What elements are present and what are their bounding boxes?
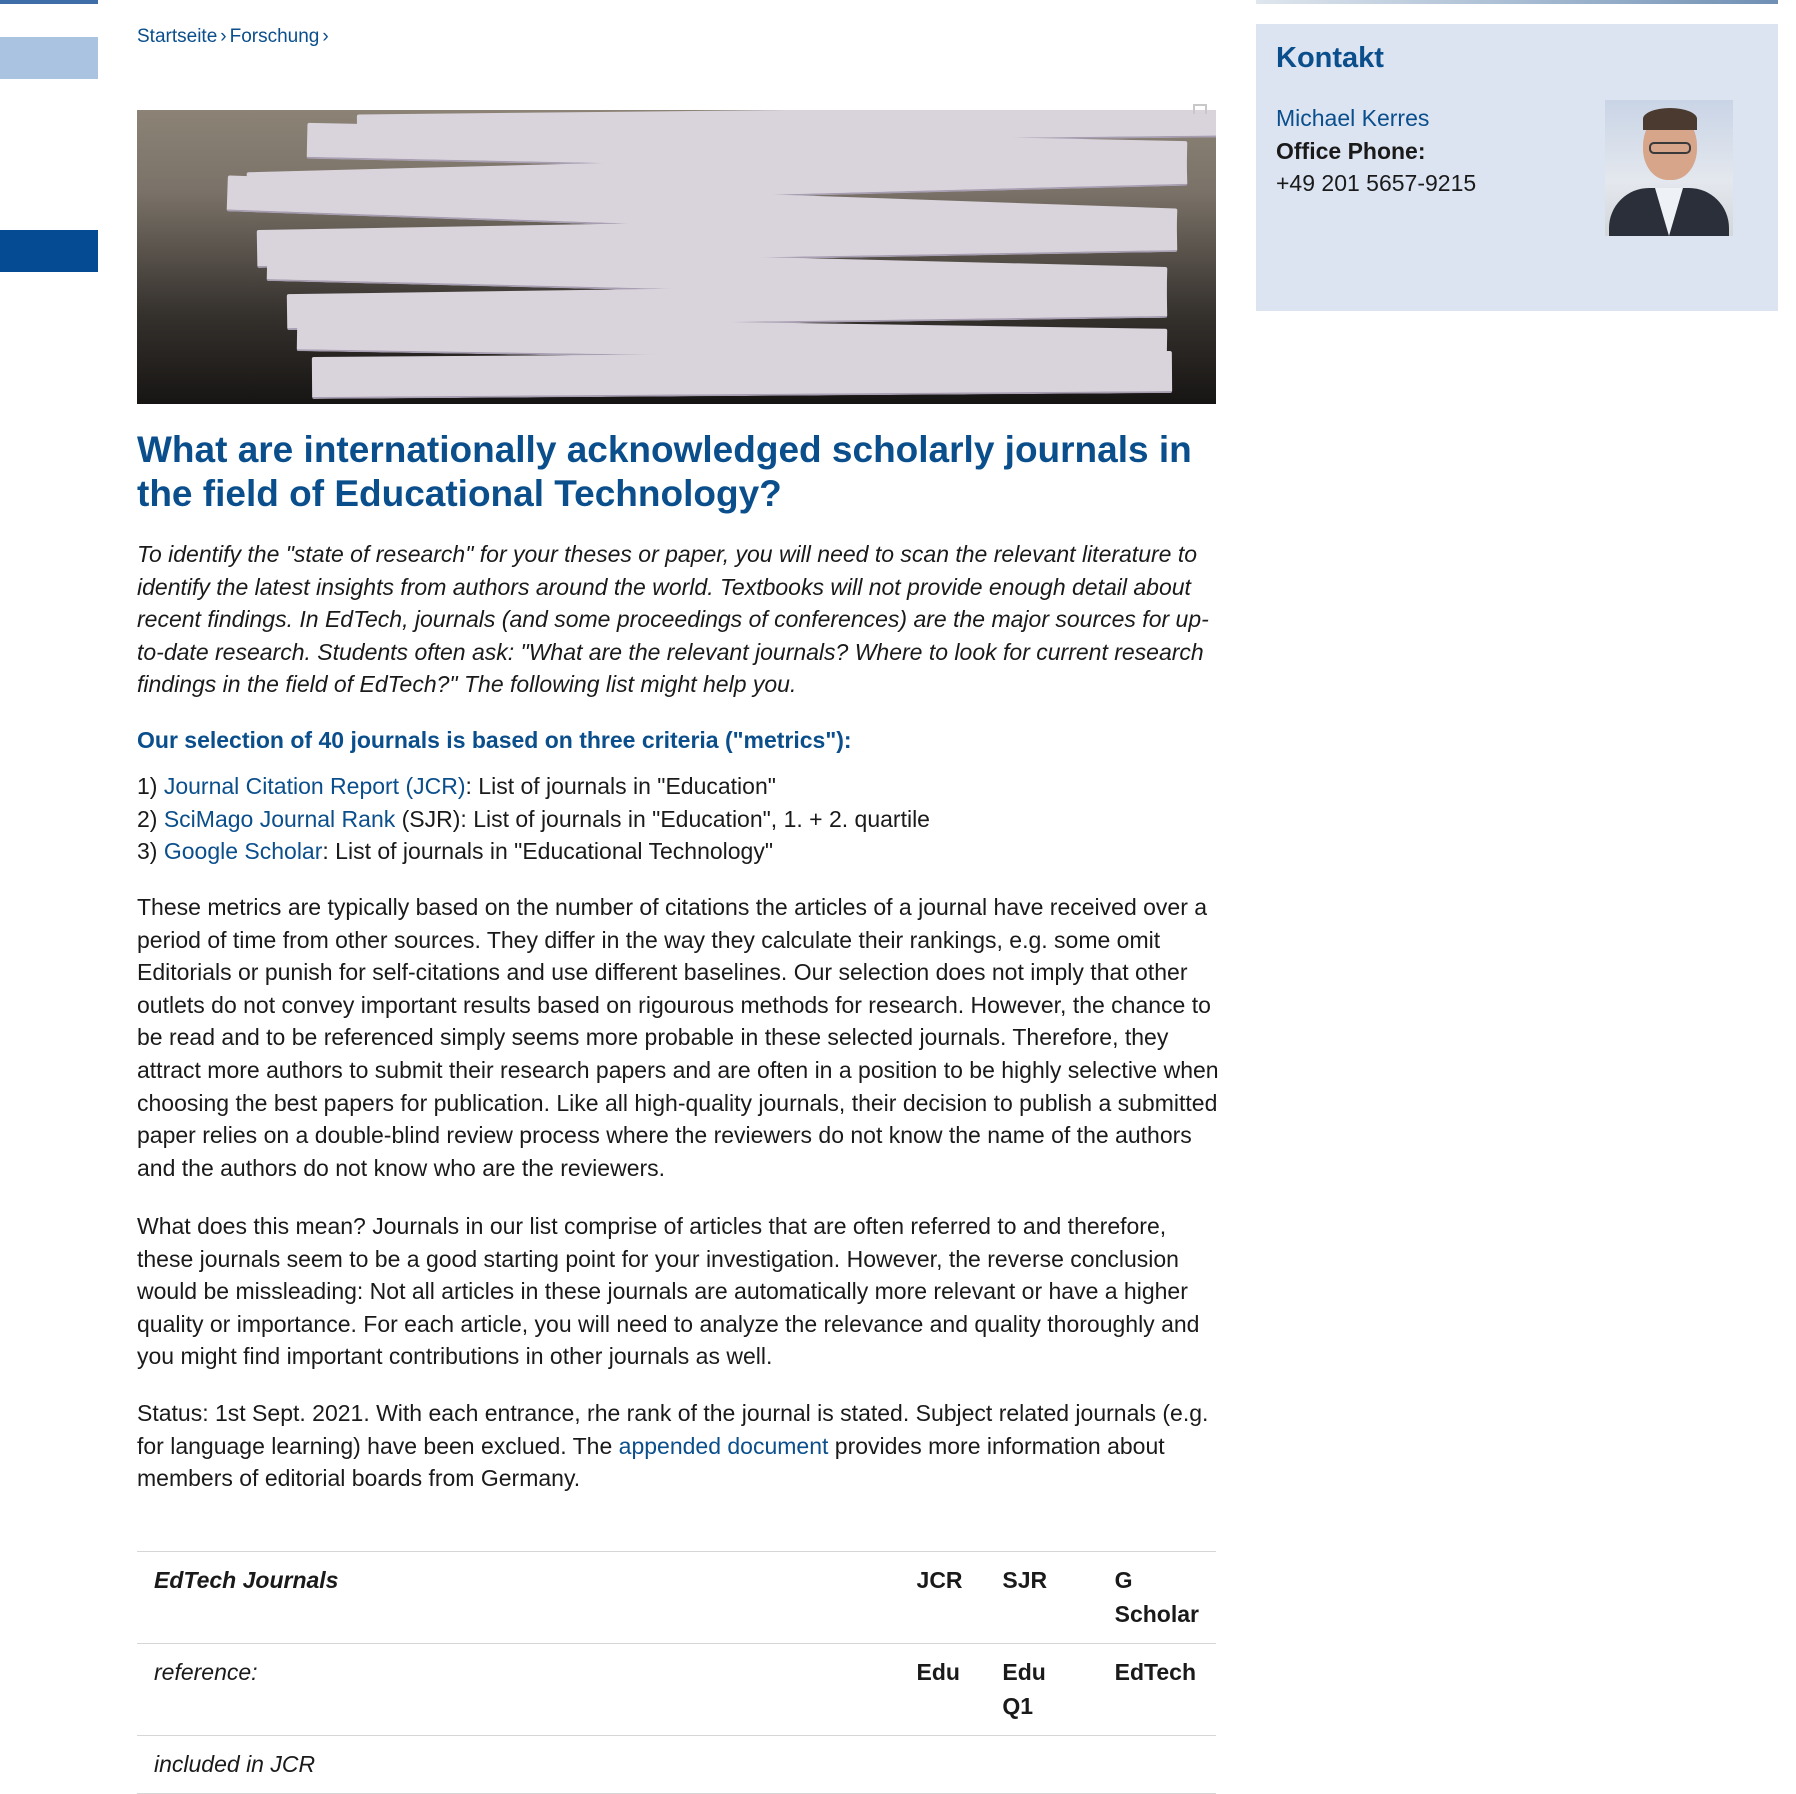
table-header-row bbox=[137, 1552, 1216, 1644]
nav-item[interactable] bbox=[0, 37, 98, 79]
criteria-item-sjr: 2) SciMago Journal Rank (SJR): List of journals in "Education", 1. + 2. quartile bbox=[137, 805, 930, 832]
jcr-link[interactable]: Journal Citation Report (JCR) bbox=[163, 773, 466, 799]
nav-top-marker bbox=[0, 0, 98, 4]
table-header-jcr: JCR bbox=[900, 1552, 986, 1644]
google-scholar-link[interactable]: Google Scholar bbox=[163, 838, 323, 865]
section-included-in-jcr: included in JCR bbox=[137, 1736, 1216, 1794]
contact-title: Kontakt bbox=[1276, 42, 1384, 74]
table-header-journals: EdTech Journals bbox=[137, 1552, 900, 1644]
contact-portrait-photo bbox=[1605, 100, 1733, 236]
table-row bbox=[137, 1736, 1216, 1794]
office-phone-label: Office Phone: bbox=[1276, 137, 1426, 164]
sidebar-top-line bbox=[1256, 0, 1778, 4]
table-header-sjr: SJR bbox=[985, 1552, 1097, 1644]
intro-paragraph: To identify the "state of research" for your theses or paper, you will need to scan the relevant literature to identify the latest insights from authors around the world. Textbooks will not provide enough detail about recent findings. In EdTech, journals (and some proceedings of conferences) are the major sources for up-to-date research. Students often ask: "What are the relevant journals? Where to look for current research findings in the field of EdTech?" The following list might help you. bbox=[137, 541, 1209, 698]
breadcrumb-research-link[interactable]: Forschung bbox=[229, 26, 320, 47]
reference-gscholar: EdTech bbox=[1098, 1644, 1216, 1736]
criteria-item-gscholar: 3) Google Scholar: List of journals in "Educational Technology" bbox=[137, 838, 774, 865]
hero-image-paper-stack bbox=[137, 110, 1216, 404]
criteria-heading: Our selection of 40 journals is based on three criteria ("metrics"): bbox=[137, 727, 852, 753]
contact-info bbox=[1276, 102, 1476, 200]
breadcrumb-home-link[interactable]: Startseite bbox=[137, 26, 218, 47]
image-frame-icon bbox=[1193, 104, 1207, 114]
contact-name-link[interactable]: Michael Kerres bbox=[1276, 105, 1430, 131]
nav-item-active[interactable] bbox=[0, 230, 98, 272]
criteria-list bbox=[137, 770, 930, 868]
contact-box bbox=[1256, 24, 1778, 311]
appended-document-link[interactable]: appended document bbox=[618, 1432, 829, 1459]
page-title: What are internationally acknowledged scholarly journals in the field of Educational Technology? bbox=[137, 429, 1192, 514]
office-phone-number: +49 201 5657-9215 bbox=[1276, 170, 1477, 197]
breadcrumb-separator: › bbox=[322, 26, 329, 47]
criteria-item-jcr: 1) Journal Citation Report (JCR): List of journals in "Education" bbox=[137, 773, 776, 799]
journals-table bbox=[137, 1551, 1216, 1794]
metrics-paragraph: These metrics are typically based on the number of citations the articles of a journal have received over a period of time from other sources. They differ in the way they calculate their rankings, e.g. some omit Editorials or punish for self-citations and use different baselines. Our selection does not imply that other outlets do not convey important results based on rigourous methods for research. However, the chance to be read and to be referenced simply seems more probable in these selected journals. Therefore, they attract more authors to submit their research papers and are often in a position to be highly selective when choosing the best papers for publication. Like all high-quality journals, their decision to publish a submitted paper relies on a double-blind review process where the reviewers do not know the name of the authors and the authors do not know who are the reviewers. bbox=[137, 894, 1219, 1181]
reference-sjr: Edu Q1 bbox=[985, 1644, 1097, 1736]
reference-jcr: Edu bbox=[900, 1644, 986, 1736]
status-paragraph: Status: 1st Sept. 2021. With each entrance, rhe rank of the journal is stated. Subject related journals (e.g. for language learning) have been exclued. The appended document provides more information about members of editorial boards from Germany. bbox=[137, 1400, 1209, 1492]
breadcrumb bbox=[137, 26, 332, 48]
meaning-paragraph: What does this mean? Journals in our list comprise of articles that are often referred to and therefore, these journals seem to be a good starting point for your investigation. However, the reverse conclusion would be missleading: Not all articles in these journals are automatically more relevant or have a higher quality or importance. For each article, you will need to analyze the relevance and quality thoroughly and you might find important contributions in other journals as well. bbox=[137, 1213, 1200, 1370]
table-row bbox=[137, 1644, 1216, 1736]
scimago-link[interactable]: SciMago Journal Rank bbox=[163, 805, 396, 832]
table-header-gscholar: G Scholar bbox=[1098, 1552, 1216, 1644]
reference-label: reference: bbox=[137, 1644, 900, 1736]
breadcrumb-separator: › bbox=[220, 26, 227, 47]
